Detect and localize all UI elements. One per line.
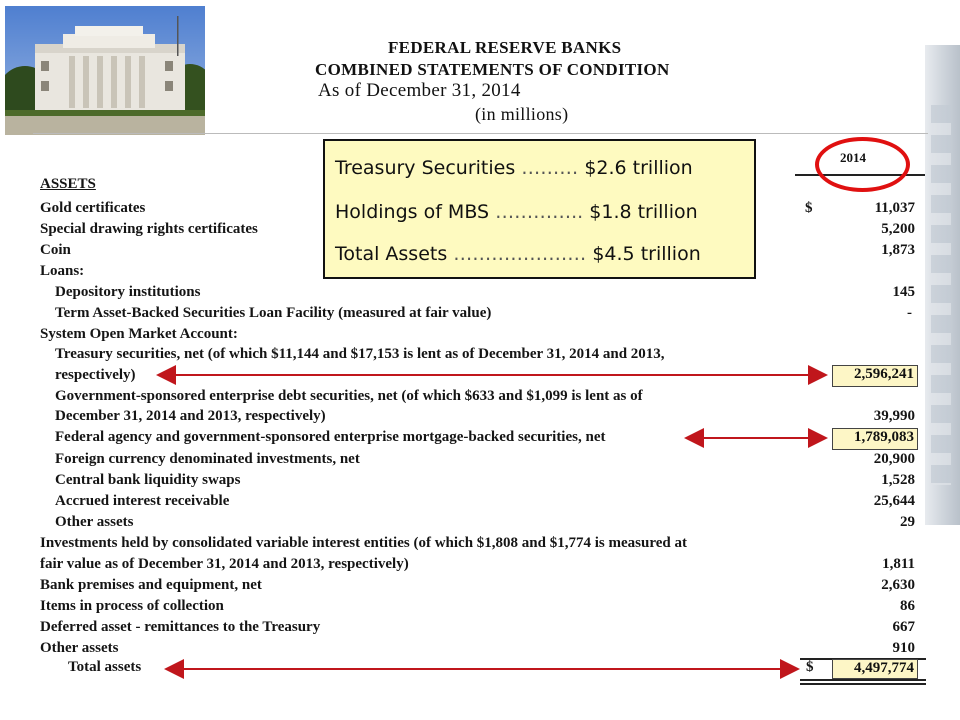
row-label: Depository institutions <box>55 284 201 300</box>
row-label: Investments held by consolidated variable interest entities (of which $1,808 and $1,774 is measured at <box>40 535 687 551</box>
callout-label: Treasury Securities <box>335 157 516 179</box>
row-value: 11,037 <box>874 200 915 216</box>
row-label: Treasury securities, net (of which $11,144 and $17,153 is lent as of December 31, 2014 and 2013, <box>55 346 665 362</box>
heading-units: (in millions) <box>475 104 569 124</box>
row-label: Gold certificates <box>40 200 146 216</box>
callout-line-treasury <box>335 157 693 179</box>
row-label: Total assets <box>68 659 142 675</box>
row-value: 1,811 <box>882 556 915 572</box>
row-label: Foreign currency denominated investments, net <box>55 451 360 467</box>
callout-dots: ………….. <box>495 201 584 223</box>
treasury-value-highlight: 2,596,241 <box>832 365 918 387</box>
table-row <box>0 305 915 325</box>
row-label: Federal agency and government-sponsored enterprise mortgage-backed securities, net <box>55 429 606 445</box>
row-label: Coin <box>40 242 71 258</box>
dollar-sign: $ <box>805 200 813 216</box>
table-row <box>0 284 915 304</box>
table-row <box>0 429 915 449</box>
table-row <box>0 640 915 660</box>
top-rule <box>33 133 928 134</box>
callout-line-total <box>335 243 701 265</box>
table-row <box>0 577 915 597</box>
row-label: Term Asset-Backed Securities Loan Facility (measured at fair value) <box>55 305 492 321</box>
section-title: ASSETS <box>40 176 96 192</box>
callout-line-mbs <box>335 201 698 223</box>
row-label: Central bank liquidity swaps <box>55 472 241 488</box>
callout-amount: $4.5 trillion <box>592 243 701 265</box>
table-row <box>0 472 915 492</box>
row-value: 910 <box>892 640 915 656</box>
row-value: 86 <box>900 598 915 614</box>
row-value: 39,990 <box>873 408 915 424</box>
table-row <box>0 367 915 387</box>
row-label: Bank premises and equipment, net <box>40 577 262 593</box>
callout-dots: ……… <box>521 157 579 179</box>
row-label: Other assets <box>55 514 134 530</box>
heading-line-1: FEDERAL RESERVE BANKS <box>388 38 622 57</box>
total-value-highlight: 4,497,774 <box>832 659 918 679</box>
row-value: 1,528 <box>881 472 915 488</box>
callout-amount: $2.6 trillion <box>584 157 693 179</box>
row-value: 29 <box>900 514 915 530</box>
row-label: Deferred asset - remittances to the Treasury <box>40 619 321 635</box>
row-value: - <box>907 305 912 321</box>
table-row <box>0 535 915 555</box>
heading-date: As of December 31, 2014 <box>318 80 521 101</box>
table-row <box>0 556 915 576</box>
row-value: 25,644 <box>873 493 915 509</box>
table-row-total <box>0 659 915 679</box>
row-label: Government-sponsored enterprise debt securities, net (of which $633 and $1,099 is lent as of <box>55 388 643 404</box>
row-value: 20,900 <box>873 451 915 467</box>
row-label: Loans: <box>40 263 85 279</box>
table-row <box>0 619 915 639</box>
table-row <box>0 451 915 471</box>
mbs-value-highlight: 1,789,083 <box>832 428 918 450</box>
row-label: December 31, 2014 and 2013, respectively) <box>55 408 326 424</box>
callout-label: Holdings of MBS <box>335 201 490 223</box>
row-label: System Open Market Account: <box>40 326 238 342</box>
row-value: 1,873 <box>881 242 915 258</box>
table-row <box>0 408 915 428</box>
row-value: 145 <box>892 284 915 300</box>
table-row <box>0 388 915 408</box>
total-rule-double-2 <box>800 683 926 685</box>
callout-dots: ………………… <box>453 243 587 265</box>
table-row <box>0 346 915 366</box>
row-value: 667 <box>892 619 915 635</box>
row-value: 5,200 <box>881 221 915 237</box>
row-label: respectively) <box>55 367 136 383</box>
dollar-sign: $ <box>806 659 814 675</box>
table-row <box>0 598 915 618</box>
row-label: Special drawing rights certificates <box>40 221 258 237</box>
summary-callout <box>323 139 756 279</box>
callout-label: Total Assets <box>335 243 448 265</box>
background-photo-edge <box>925 45 960 525</box>
column-year: 2014 <box>840 150 866 165</box>
table-row <box>0 493 915 513</box>
table-row <box>0 326 915 346</box>
callout-amount: $1.8 trillion <box>589 201 698 223</box>
heading-line-2: COMBINED STATEMENTS OF CONDITION <box>315 60 670 79</box>
row-label: Other assets <box>40 640 119 656</box>
row-label: fair value as of December 31, 2014 and 2013, respectively) <box>40 556 409 572</box>
row-value: 2,630 <box>881 577 915 593</box>
row-label: Accrued interest receivable <box>55 493 230 509</box>
federal-reserve-building-photo <box>5 6 205 135</box>
year-highlight-circle <box>815 137 910 192</box>
total-rule-double-1 <box>800 679 926 681</box>
row-label: Items in process of collection <box>40 598 224 614</box>
table-row <box>0 514 915 534</box>
